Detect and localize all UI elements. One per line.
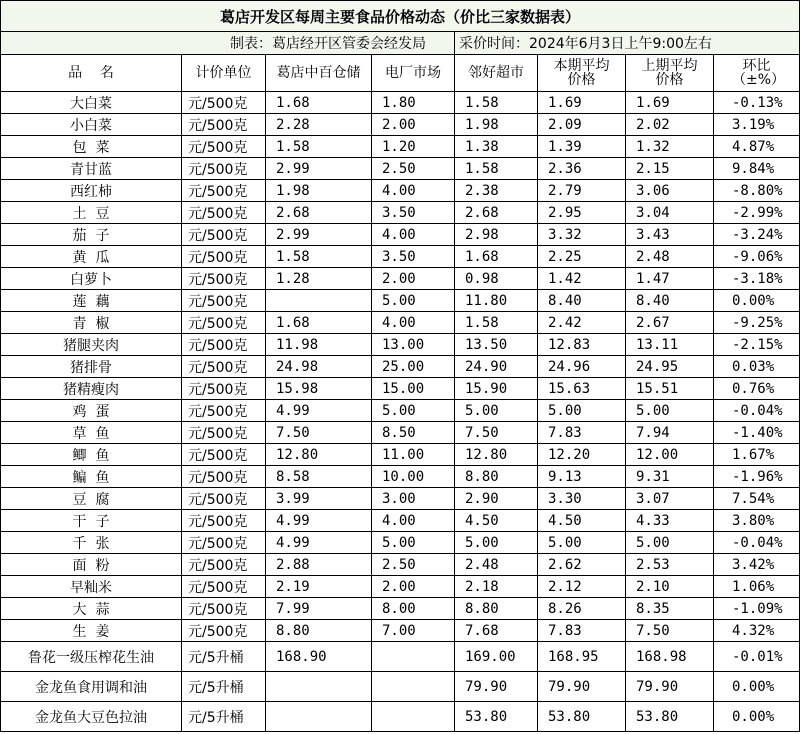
cell-name: 鳊 鱼 bbox=[1, 466, 182, 488]
cell-unit: 元/500克 bbox=[182, 202, 266, 224]
cell-unit: 元/5升桶 bbox=[182, 702, 266, 732]
cell-change: 3.80% bbox=[714, 510, 800, 532]
cell-last-avg: 2.02 bbox=[626, 114, 714, 136]
cell-name: 大 蒜 bbox=[1, 598, 182, 620]
cell-name: 西红柿 bbox=[1, 180, 182, 202]
cell-store2 bbox=[372, 702, 455, 732]
table-row bbox=[1, 642, 800, 672]
cell-name: 鲁花一级压榨花生油 bbox=[1, 642, 182, 672]
cell-name: 生 姜 bbox=[1, 620, 182, 642]
cell-change: -0.13% bbox=[714, 92, 800, 114]
cell-unit: 元/500克 bbox=[182, 532, 266, 554]
header-change-text: 环比（±%） bbox=[732, 58, 786, 88]
cell-name: 金龙鱼大豆色拉油 bbox=[1, 702, 182, 732]
cell-store2: 2.00 bbox=[372, 114, 455, 136]
cell-unit: 元/500克 bbox=[182, 92, 266, 114]
cell-unit: 元/500克 bbox=[182, 510, 266, 532]
cell-change: -2.15% bbox=[714, 334, 800, 356]
cell-store1: 11.98 bbox=[266, 334, 372, 356]
table-row bbox=[1, 598, 800, 620]
collect-time-label: 采价时间：2024年6月3日上午9:00左右 bbox=[455, 32, 800, 55]
cell-store2: 5.00 bbox=[372, 400, 455, 422]
cell-store1: 1.68 bbox=[266, 92, 372, 114]
cell-name: 包 菜 bbox=[1, 136, 182, 158]
cell-this-avg: 7.83 bbox=[538, 620, 626, 642]
cell-store1: 2.99 bbox=[266, 224, 372, 246]
cell-store3: 7.50 bbox=[455, 422, 538, 444]
cell-store2 bbox=[372, 672, 455, 702]
cell-last-avg: 7.50 bbox=[626, 620, 714, 642]
cell-store2: 2.00 bbox=[372, 576, 455, 598]
cell-this-avg: 5.00 bbox=[538, 400, 626, 422]
cell-store1: 4.99 bbox=[266, 400, 372, 422]
cell-this-avg: 8.40 bbox=[538, 290, 626, 312]
cell-store3: 2.38 bbox=[455, 180, 538, 202]
cell-store3: 0.98 bbox=[455, 268, 538, 290]
cell-name: 干 子 bbox=[1, 510, 182, 532]
cell-store2: 5.00 bbox=[372, 532, 455, 554]
cell-store1: 2.28 bbox=[266, 114, 372, 136]
cell-change: -9.25% bbox=[714, 312, 800, 334]
cell-this-avg: 1.42 bbox=[538, 268, 626, 290]
cell-store1: 2.88 bbox=[266, 554, 372, 576]
cell-change: -3.18% bbox=[714, 268, 800, 290]
cell-this-avg: 2.25 bbox=[538, 246, 626, 268]
cell-this-avg: 24.96 bbox=[538, 356, 626, 378]
cell-name: 猪精瘦肉 bbox=[1, 378, 182, 400]
cell-unit: 元/5升桶 bbox=[182, 642, 266, 672]
cell-store2: 1.20 bbox=[372, 136, 455, 158]
cell-unit: 元/500克 bbox=[182, 400, 266, 422]
cell-last-avg: 8.35 bbox=[626, 598, 714, 620]
cell-last-avg: 2.48 bbox=[626, 246, 714, 268]
cell-last-avg: 1.47 bbox=[626, 268, 714, 290]
cell-last-avg: 168.98 bbox=[626, 642, 714, 672]
cell-this-avg: 5.00 bbox=[538, 532, 626, 554]
cell-store3: 7.68 bbox=[455, 620, 538, 642]
cell-store3: 2.98 bbox=[455, 224, 538, 246]
cell-store1 bbox=[266, 672, 372, 702]
cell-this-avg: 79.90 bbox=[538, 672, 626, 702]
cell-last-avg: 4.33 bbox=[626, 510, 714, 532]
cell-this-avg: 4.50 bbox=[538, 510, 626, 532]
cell-store3: 4.50 bbox=[455, 510, 538, 532]
cell-this-avg: 1.69 bbox=[538, 92, 626, 114]
table-row bbox=[1, 510, 800, 532]
cell-change: -1.09% bbox=[714, 598, 800, 620]
cell-this-avg: 53.80 bbox=[538, 702, 626, 732]
table-row bbox=[1, 268, 800, 290]
table-row bbox=[1, 334, 800, 356]
table-row bbox=[1, 246, 800, 268]
title-row bbox=[1, 1, 800, 32]
maker-label: 制表：葛店经开区管委会经发局 bbox=[1, 32, 455, 55]
cell-store1: 12.80 bbox=[266, 444, 372, 466]
table-row bbox=[1, 224, 800, 246]
cell-store1: 1.68 bbox=[266, 312, 372, 334]
cell-unit: 元/500克 bbox=[182, 180, 266, 202]
cell-this-avg: 2.62 bbox=[538, 554, 626, 576]
cell-unit: 元/500克 bbox=[182, 576, 266, 598]
cell-store2: 1.80 bbox=[372, 92, 455, 114]
table-row bbox=[1, 672, 800, 702]
cell-last-avg: 2.10 bbox=[626, 576, 714, 598]
cell-change: 4.32% bbox=[714, 620, 800, 642]
cell-store1: 2.19 bbox=[266, 576, 372, 598]
cell-name: 千 张 bbox=[1, 532, 182, 554]
cell-last-avg: 7.94 bbox=[626, 422, 714, 444]
cell-store2: 4.00 bbox=[372, 224, 455, 246]
cell-store3: 24.90 bbox=[455, 356, 538, 378]
cell-last-avg: 1.32 bbox=[626, 136, 714, 158]
cell-store1: 4.99 bbox=[266, 532, 372, 554]
cell-store1: 7.99 bbox=[266, 598, 372, 620]
cell-this-avg: 2.12 bbox=[538, 576, 626, 598]
cell-last-avg: 5.00 bbox=[626, 400, 714, 422]
cell-store2: 2.00 bbox=[372, 268, 455, 290]
table-row bbox=[1, 702, 800, 732]
header-store1: 葛店中百仓储 bbox=[266, 55, 372, 92]
table-row bbox=[1, 378, 800, 400]
cell-store3: 1.58 bbox=[455, 312, 538, 334]
cell-name: 豆 腐 bbox=[1, 488, 182, 510]
cell-unit: 元/500克 bbox=[182, 246, 266, 268]
cell-this-avg: 9.13 bbox=[538, 466, 626, 488]
cell-unit: 元/500克 bbox=[182, 312, 266, 334]
cell-last-avg: 24.95 bbox=[626, 356, 714, 378]
cell-store2: 13.00 bbox=[372, 334, 455, 356]
cell-store2: 25.00 bbox=[372, 356, 455, 378]
cell-unit: 元/500克 bbox=[182, 224, 266, 246]
cell-unit: 元/500克 bbox=[182, 290, 266, 312]
cell-this-avg: 15.63 bbox=[538, 378, 626, 400]
cell-last-avg: 3.07 bbox=[626, 488, 714, 510]
cell-store2: 3.50 bbox=[372, 202, 455, 224]
cell-change: 0.03% bbox=[714, 356, 800, 378]
cell-store2: 2.50 bbox=[372, 158, 455, 180]
cell-name: 金龙鱼食用调和油 bbox=[1, 672, 182, 702]
table-row bbox=[1, 554, 800, 576]
cell-store1: 7.50 bbox=[266, 422, 372, 444]
cell-last-avg: 3.04 bbox=[626, 202, 714, 224]
cell-store1: 3.99 bbox=[266, 488, 372, 510]
cell-store1: 1.98 bbox=[266, 180, 372, 202]
cell-change: -2.99% bbox=[714, 202, 800, 224]
cell-this-avg: 2.95 bbox=[538, 202, 626, 224]
cell-this-avg: 3.32 bbox=[538, 224, 626, 246]
cell-this-avg: 1.39 bbox=[538, 136, 626, 158]
cell-last-avg: 13.11 bbox=[626, 334, 714, 356]
cell-name: 茄 子 bbox=[1, 224, 182, 246]
cell-store1: 2.99 bbox=[266, 158, 372, 180]
cell-store1: 2.68 bbox=[266, 202, 372, 224]
table-row bbox=[1, 312, 800, 334]
cell-change: -1.96% bbox=[714, 466, 800, 488]
table-row bbox=[1, 444, 800, 466]
cell-store2: 10.00 bbox=[372, 466, 455, 488]
cell-change: 3.19% bbox=[714, 114, 800, 136]
cell-last-avg: 3.06 bbox=[626, 180, 714, 202]
cell-store2 bbox=[372, 642, 455, 672]
cell-store2: 2.50 bbox=[372, 554, 455, 576]
cell-name: 青 椒 bbox=[1, 312, 182, 334]
table-row bbox=[1, 92, 800, 114]
cell-store2: 5.00 bbox=[372, 290, 455, 312]
cell-change: 0.00% bbox=[714, 672, 800, 702]
cell-last-avg: 9.31 bbox=[626, 466, 714, 488]
cell-store3: 1.98 bbox=[455, 114, 538, 136]
header-row bbox=[1, 55, 800, 92]
cell-change: -1.40% bbox=[714, 422, 800, 444]
cell-unit: 元/500克 bbox=[182, 268, 266, 290]
cell-change: 0.00% bbox=[714, 290, 800, 312]
header-store3: 邻好超市 bbox=[455, 55, 538, 92]
cell-last-avg: 12.00 bbox=[626, 444, 714, 466]
cell-store1: 4.99 bbox=[266, 510, 372, 532]
cell-name: 小白菜 bbox=[1, 114, 182, 136]
cell-unit: 元/500克 bbox=[182, 488, 266, 510]
cell-store3: 169.00 bbox=[455, 642, 538, 672]
cell-store3: 15.90 bbox=[455, 378, 538, 400]
cell-this-avg: 168.95 bbox=[538, 642, 626, 672]
cell-change: 9.84% bbox=[714, 158, 800, 180]
cell-this-avg: 2.09 bbox=[538, 114, 626, 136]
cell-this-avg: 2.79 bbox=[538, 180, 626, 202]
cell-change: -8.80% bbox=[714, 180, 800, 202]
cell-store3: 1.38 bbox=[455, 136, 538, 158]
cell-change: -9.06% bbox=[714, 246, 800, 268]
cell-store2: 4.00 bbox=[372, 510, 455, 532]
cell-this-avg: 12.20 bbox=[538, 444, 626, 466]
cell-store3: 12.80 bbox=[455, 444, 538, 466]
cell-unit: 元/500克 bbox=[182, 114, 266, 136]
cell-store1: 168.90 bbox=[266, 642, 372, 672]
cell-unit: 元/500克 bbox=[182, 136, 266, 158]
table-row bbox=[1, 202, 800, 224]
cell-last-avg: 2.67 bbox=[626, 312, 714, 334]
table-row bbox=[1, 180, 800, 202]
cell-store1: 24.98 bbox=[266, 356, 372, 378]
header-name: 品 名 bbox=[1, 55, 182, 92]
cell-change: 0.00% bbox=[714, 702, 800, 732]
cell-this-avg: 7.83 bbox=[538, 422, 626, 444]
table-row bbox=[1, 400, 800, 422]
cell-name: 莲 藕 bbox=[1, 290, 182, 312]
cell-name: 白萝卜 bbox=[1, 268, 182, 290]
cell-name: 早籼米 bbox=[1, 576, 182, 598]
cell-store3: 1.58 bbox=[455, 92, 538, 114]
cell-store3: 53.80 bbox=[455, 702, 538, 732]
cell-last-avg: 15.51 bbox=[626, 378, 714, 400]
cell-store3: 8.80 bbox=[455, 598, 538, 620]
cell-store2: 8.00 bbox=[372, 598, 455, 620]
table-row bbox=[1, 576, 800, 598]
cell-last-avg: 3.43 bbox=[626, 224, 714, 246]
cell-this-avg: 2.42 bbox=[538, 312, 626, 334]
cell-store1: 1.58 bbox=[266, 136, 372, 158]
cell-store3: 5.00 bbox=[455, 532, 538, 554]
cell-store1: 8.80 bbox=[266, 620, 372, 642]
cell-store1 bbox=[266, 290, 372, 312]
table-row bbox=[1, 290, 800, 312]
cell-store1: 1.58 bbox=[266, 246, 372, 268]
cell-unit: 元/500克 bbox=[182, 554, 266, 576]
cell-unit: 元/500克 bbox=[182, 378, 266, 400]
cell-this-avg: 2.36 bbox=[538, 158, 626, 180]
cell-store3: 2.18 bbox=[455, 576, 538, 598]
cell-unit: 元/500克 bbox=[182, 158, 266, 180]
cell-store2: 3.00 bbox=[372, 488, 455, 510]
cell-store1: 8.58 bbox=[266, 466, 372, 488]
table-row bbox=[1, 422, 800, 444]
table-row bbox=[1, 532, 800, 554]
cell-store2: 3.50 bbox=[372, 246, 455, 268]
cell-last-avg: 1.69 bbox=[626, 92, 714, 114]
cell-last-avg: 2.15 bbox=[626, 158, 714, 180]
cell-store2: 15.00 bbox=[372, 378, 455, 400]
cell-change: -3.24% bbox=[714, 224, 800, 246]
cell-change: -0.01% bbox=[714, 642, 800, 672]
table-title: 葛店开发区每周主要食品价格动态（价比三家数据表） bbox=[1, 1, 800, 32]
cell-store3: 2.68 bbox=[455, 202, 538, 224]
cell-this-avg: 3.30 bbox=[538, 488, 626, 510]
cell-last-avg: 8.40 bbox=[626, 290, 714, 312]
cell-change: 0.76% bbox=[714, 378, 800, 400]
cell-store3: 8.80 bbox=[455, 466, 538, 488]
cell-name: 黄 瓜 bbox=[1, 246, 182, 268]
cell-unit: 元/500克 bbox=[182, 422, 266, 444]
cell-unit: 元/500克 bbox=[182, 466, 266, 488]
cell-store2: 7.00 bbox=[372, 620, 455, 642]
header-change bbox=[714, 55, 800, 92]
cell-unit: 元/500克 bbox=[182, 334, 266, 356]
header-store2: 电厂市场 bbox=[372, 55, 455, 92]
cell-unit: 元/5升桶 bbox=[182, 672, 266, 702]
cell-store3: 79.90 bbox=[455, 672, 538, 702]
header-unit: 计价单位 bbox=[182, 55, 266, 92]
cell-store2: 11.00 bbox=[372, 444, 455, 466]
cell-store2: 4.00 bbox=[372, 180, 455, 202]
cell-unit: 元/500克 bbox=[182, 444, 266, 466]
cell-unit: 元/500克 bbox=[182, 620, 266, 642]
header-this-avg-text: 本期平均价格 bbox=[553, 58, 610, 88]
cell-store1 bbox=[266, 702, 372, 732]
table-row bbox=[1, 466, 800, 488]
cell-change: -0.04% bbox=[714, 400, 800, 422]
cell-change: 7.54% bbox=[714, 488, 800, 510]
meta-row bbox=[1, 32, 800, 55]
cell-store3: 11.80 bbox=[455, 290, 538, 312]
cell-last-avg: 53.80 bbox=[626, 702, 714, 732]
cell-store3: 1.68 bbox=[455, 246, 538, 268]
cell-name: 鲫 鱼 bbox=[1, 444, 182, 466]
table-row bbox=[1, 488, 800, 510]
table-row bbox=[1, 136, 800, 158]
cell-name: 土 豆 bbox=[1, 202, 182, 224]
cell-change: 1.06% bbox=[714, 576, 800, 598]
cell-store3: 2.90 bbox=[455, 488, 538, 510]
cell-name: 鸡 蛋 bbox=[1, 400, 182, 422]
cell-store1: 1.28 bbox=[266, 268, 372, 290]
cell-store3: 5.00 bbox=[455, 400, 538, 422]
table-row bbox=[1, 158, 800, 180]
cell-name: 猪排骨 bbox=[1, 356, 182, 378]
cell-change: 3.42% bbox=[714, 554, 800, 576]
table-row bbox=[1, 356, 800, 378]
header-this-avg bbox=[538, 55, 626, 92]
cell-last-avg: 5.00 bbox=[626, 532, 714, 554]
cell-store1: 15.98 bbox=[266, 378, 372, 400]
cell-name: 猪腿夹肉 bbox=[1, 334, 182, 356]
cell-change: 4.87% bbox=[714, 136, 800, 158]
cell-last-avg: 79.90 bbox=[626, 672, 714, 702]
cell-unit: 元/500克 bbox=[182, 598, 266, 620]
cell-name: 面 粉 bbox=[1, 554, 182, 576]
table-row bbox=[1, 620, 800, 642]
header-last-avg-text: 上期平均价格 bbox=[641, 58, 698, 88]
cell-unit: 元/500克 bbox=[182, 356, 266, 378]
cell-this-avg: 12.83 bbox=[538, 334, 626, 356]
header-last-avg bbox=[626, 55, 714, 92]
cell-store3: 2.48 bbox=[455, 554, 538, 576]
cell-store2: 8.50 bbox=[372, 422, 455, 444]
table-row bbox=[1, 114, 800, 136]
cell-change: 1.67% bbox=[714, 444, 800, 466]
cell-name: 草 鱼 bbox=[1, 422, 182, 444]
cell-store3: 1.58 bbox=[455, 158, 538, 180]
cell-store3: 13.50 bbox=[455, 334, 538, 356]
cell-store2: 4.00 bbox=[372, 312, 455, 334]
cell-last-avg: 2.53 bbox=[626, 554, 714, 576]
cell-name: 大白菜 bbox=[1, 92, 182, 114]
cell-this-avg: 8.26 bbox=[538, 598, 626, 620]
cell-change: -0.04% bbox=[714, 532, 800, 554]
cell-name: 青甘蓝 bbox=[1, 158, 182, 180]
